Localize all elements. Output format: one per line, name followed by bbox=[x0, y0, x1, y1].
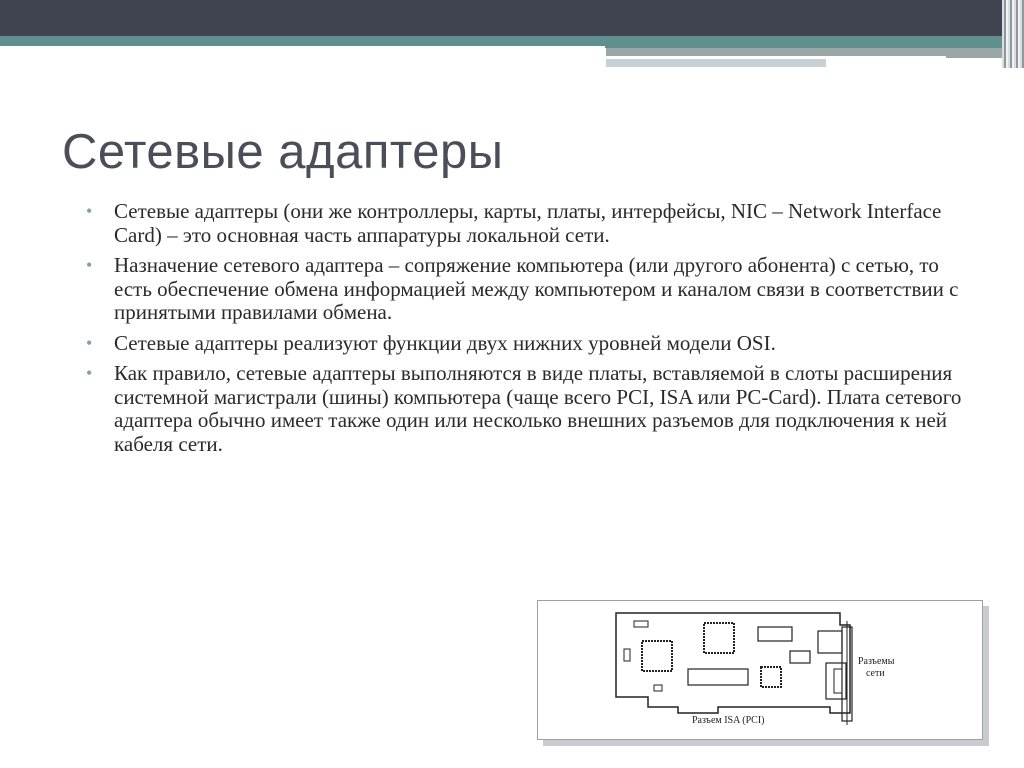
bullet-list bbox=[86, 200, 966, 463]
component-small-1 bbox=[634, 621, 648, 627]
bullet-item bbox=[86, 254, 966, 325]
bullet-text: Сетевые адаптеры реализуют функции двух нижних уровней модели OSI. bbox=[114, 330, 776, 355]
connector-dsub bbox=[826, 663, 846, 699]
bullet-item bbox=[86, 362, 966, 456]
chip-large-2 bbox=[642, 641, 672, 671]
component-rect-2 bbox=[790, 651, 810, 663]
component-rect-3 bbox=[688, 669, 748, 685]
header-stripes bbox=[1002, 0, 1024, 68]
header-band-light bbox=[606, 59, 826, 67]
bullet-marker: • bbox=[86, 255, 93, 275]
network-card-figure bbox=[537, 600, 983, 740]
component-rect-1 bbox=[758, 627, 792, 641]
bullet-text: Как правило, сетевые адаптеры выполняются в виде платы, вставляемой в слоты расширения системной магистрали (шины) компьютера (чаще всего PCI, ISA или PC-Card). Плата сетевого адаптера обычно имеет также один или несколько внешних разъемов для подключения к ней кабеля сети. bbox=[114, 361, 962, 456]
bullet-item bbox=[86, 332, 966, 356]
chip-large-1 bbox=[704, 623, 734, 653]
header-band-dark bbox=[0, 0, 1024, 36]
connector-dsub-inner bbox=[834, 669, 842, 693]
label-connectors-line2: сети bbox=[866, 668, 885, 679]
bullet-text: Назначение сетевого адаптера – сопряжение компьютера (или другого абонента) с сетью, то есть обеспечение обмена информацией между компьютером и каналом связи в соответствии с принятыми правилами обмена. bbox=[114, 253, 959, 324]
chip-small bbox=[761, 667, 781, 687]
header-band-divider bbox=[0, 46, 605, 50]
slide-title: Сетевые адаптеры bbox=[62, 125, 504, 179]
label-bus-connector: Разъем ISA (PCI) bbox=[692, 715, 765, 726]
bullet-marker: • bbox=[86, 363, 93, 383]
bullet-marker: • bbox=[86, 201, 93, 221]
bullet-marker: • bbox=[86, 332, 93, 353]
bullet-text: Сетевые адаптеры (они же контроллеры, карты, платы, интерфейсы, NIC – Network Interface Card) – это основная часть аппаратуры локальной сети. bbox=[114, 199, 942, 247]
label-connectors-line1: Разъемы bbox=[858, 656, 895, 667]
connector-rj45 bbox=[818, 631, 842, 653]
component-small-2 bbox=[624, 649, 630, 661]
component-small-3 bbox=[654, 685, 662, 691]
bullet-item bbox=[86, 200, 966, 247]
network-card-diagram bbox=[538, 601, 982, 739]
